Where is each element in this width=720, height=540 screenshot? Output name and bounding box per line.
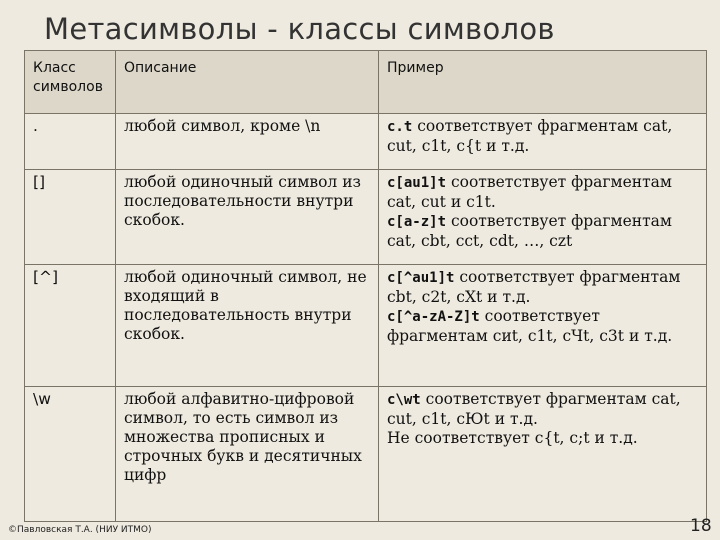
table-row — [25, 114, 707, 170]
page-number: 18 — [690, 516, 712, 536]
author-credit: ©Павловская Т.А. (НИУ ИТМО) — [8, 525, 152, 535]
example-text: соответствует фрагментам cbt, c2t, cXt и т.д. — [387, 268, 681, 306]
slide-title: Метасимволы - классы символов — [44, 12, 555, 46]
example-code: c[^au1]t — [387, 270, 455, 286]
example-code: c[a-z]t — [387, 214, 447, 230]
header-example: Пример — [379, 51, 707, 114]
symbol-cell: [^] — [25, 265, 116, 387]
example-code: c\wt — [387, 392, 421, 408]
table-row — [25, 265, 707, 387]
example-cell — [379, 170, 707, 265]
example-text: соответствует фрагментам cat, cut, c1t, cЮt и т.д. — [387, 390, 681, 428]
example-text: соответствует фрагментам cat, cut, c1t, c{t и т.д. — [387, 117, 673, 155]
example-cell — [379, 265, 707, 387]
example-text: соответствует фрагментам cat, cbt, cct, cdt, …, czt — [387, 212, 672, 250]
symbol-cell: \w — [25, 387, 116, 522]
example-code: c[^a-zA-Z]t — [387, 309, 480, 325]
description-cell: любой символ, кроме \n — [116, 114, 379, 170]
example-code: c[au1]t — [387, 175, 447, 191]
symbol-cell: . — [25, 114, 116, 170]
header-class: Класс символов — [25, 51, 116, 114]
example-text: Не соответствует c{t, c;t и т.д. — [387, 429, 638, 447]
example-code: c.t — [387, 119, 413, 135]
metachar-table — [24, 50, 707, 522]
symbol-cell: [] — [25, 170, 116, 265]
description-cell: любой алфавитно-цифровой символ, то есть символ из множества прописных и строчных букв и десятичных цифр — [116, 387, 379, 522]
example-cell — [379, 114, 707, 170]
description-cell: любой одиночный символ из последовательности внутри скобок. — [116, 170, 379, 265]
header-description: Описание — [116, 51, 379, 114]
table-header-row — [25, 51, 707, 114]
example-cell — [379, 387, 707, 522]
description-cell: любой одиночный символ, не входящий в последовательность внутри скобок. — [116, 265, 379, 387]
table-row — [25, 387, 707, 522]
example-text: соответствует фрагментам cat, cut и c1t. — [387, 173, 672, 211]
example-text: соответствует фрагментам сиt, c1t, cЧt, c3t и т.д. — [387, 307, 673, 345]
table-row — [25, 170, 707, 265]
